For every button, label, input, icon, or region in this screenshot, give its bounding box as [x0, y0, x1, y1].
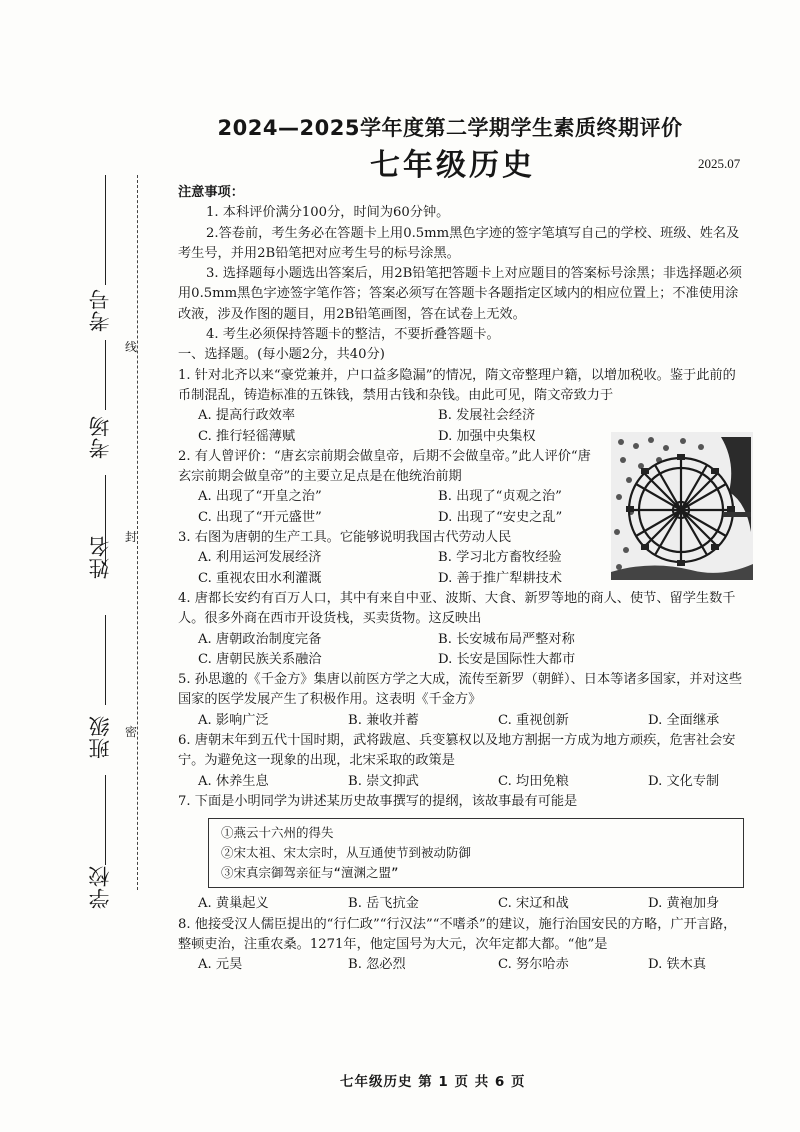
option-a: A. 休养生息 [198, 773, 269, 789]
notice-item: 2.答卷前，考生务必在答题卡上用0.5mm黑色字迹的签字笔填写自己的学校、班级、姓名及考生号，并用2B铅笔把对应考生号的标号涂黑。 [178, 225, 740, 261]
question-stem: 3. 右图为唐朝的生产工具。它能够说明我国古代劳动人民 [178, 530, 512, 546]
field-label-name: 姓名 [88, 535, 112, 579]
field-line-school [105, 775, 106, 865]
option-b: B. 崇文抑武 [348, 773, 419, 789]
option-b: B. 忽必烈 [348, 957, 406, 973]
question-4 [178, 589, 748, 670]
outline-item: ②宋太祖、宋太宗时，从互通使节到被动防御 [221, 845, 472, 861]
question-stem: 4. 唐都长安约有百万人口，其中有来自中亚、波斯、大食、新罗等地的商人、使节、留学生数千人。很多外商在西市开设货栈，买卖货物。这反映出 [178, 590, 736, 627]
option-c: C. 出现了“开元盛世” [198, 509, 322, 525]
question-8 [178, 915, 748, 976]
option-c: C. 重视农田水利灌溉 [198, 570, 322, 586]
option-d: D. 文化专制 [648, 773, 720, 789]
option-b: B. 发展社会经济 [438, 408, 536, 424]
cut-mark-secret: 密 [125, 725, 138, 739]
option-d: D. 黄袍加身 [648, 896, 720, 912]
option-c: C. 均田免粮 [498, 773, 569, 789]
option-a: A. 提高行政效率 [198, 408, 296, 424]
field-label-exam-no: 考号 [88, 288, 112, 332]
binding-dashed-line [137, 175, 138, 890]
question-stem: 5. 孙思邈的《千金方》集唐以前医方学之大成，流传至新罗（朝鲜）、日本等诸多国家，并对这些国家的医学发展产生了积极作用。这表明《千金方》 [178, 672, 743, 708]
question-7 [178, 792, 748, 915]
option-b: B. 岳飞抗金 [348, 896, 419, 912]
option-c: C. 唐朝民族关系融洽 [198, 651, 322, 667]
cut-mark-seal: 封 [125, 530, 138, 544]
option-c: C. 努尔哈赤 [498, 957, 569, 973]
option-d: D. 长安是国际性大都市 [438, 651, 576, 667]
option-d: D. 出现了“安史之乱” [438, 509, 563, 525]
question-1 [178, 366, 748, 447]
option-c: C. 重视创新 [498, 712, 569, 728]
question-stem: 7. 下面是小明同学为讲述某历史故事撰写的提纲，该故事最有可能是 [178, 793, 578, 809]
notice-item: 3. 选择题每小题选出答案后，用2B铅笔把答题卡上对应题目的答案标号涂黑；非选择题必须用0.5mm黑色字迹签字笔作答；答案必须写在答题卡各题指定区域内的相应位置上；不准使用涂改液，涉及作图的题目，用2B铅笔画图，答在试卷上无效。 [178, 266, 742, 322]
exam-subject: 七年级历史 [370, 148, 535, 183]
cut-mark-line: 线 [125, 340, 138, 354]
option-d: D. 善于推广犁耕技术 [438, 570, 562, 586]
option-a: A. 利用运河发展经济 [198, 550, 322, 566]
field-label-room: 考场 [88, 415, 112, 459]
notice-item: 4. 考生必须保持答题卡的整洁，不要折叠答题卡。 [206, 327, 500, 343]
story-outline-box [208, 818, 744, 888]
exam-content [178, 183, 748, 975]
field-label-class: 班级 [88, 715, 112, 759]
exam-title: 2024—2025学年度第二学期学生素质终期评价 [217, 116, 683, 140]
option-c: C. 推行轻徭薄赋 [198, 428, 296, 444]
page-footer: 七年级历史 第 1 页 共 6 页 [340, 1074, 526, 1090]
option-b: B. 长安城布局严整对称 [438, 631, 575, 647]
section-heading: 一、选择题。(每小题2分，共40分) [178, 347, 385, 363]
field-line-class [105, 615, 106, 705]
question-3 [178, 528, 748, 589]
field-label-school: 学校 [88, 865, 112, 909]
question-6 [178, 731, 748, 792]
outline-item: ①燕云十六州的得失 [221, 825, 334, 841]
option-a: A. 唐朝政治制度完备 [198, 631, 322, 647]
field-line-room [105, 340, 106, 410]
question-stem: 6. 唐朝末年到五代十国时期，武将跋扈、兵变篡权以及地方割据一方成为地方顽疾，危害社会安宁。为避免这一现象的出现，北宋采取的政策是 [178, 733, 736, 769]
question-2 [178, 447, 748, 528]
option-d: D. 加强中央集权 [438, 428, 536, 444]
exam-date: 2025.07 [698, 156, 741, 171]
option-d: D. 全面继承 [648, 712, 720, 728]
notice-heading: 注意事项： [178, 185, 244, 200]
option-a: A. 出现了“开皇之治” [198, 489, 322, 505]
question-stem: 8. 他接受汉人儒臣提出的“行仁政”“行汉法”“不嗜杀”的建议，施行治国安民的方略，广开言路，整顿吏治，注重农桑。1271年，他定国号为大元，次年定都大都。“他”是 [178, 916, 737, 952]
notice-item: 1. 本科评价满分100分，时间为60分钟。 [206, 205, 450, 221]
option-b: B. 兼收并蓄 [348, 712, 419, 728]
option-c: C. 宋辽和战 [498, 896, 569, 912]
option-a: A. 元昊 [198, 957, 243, 973]
option-a: A. 影响广泛 [198, 712, 269, 728]
field-line-exam-no [105, 175, 106, 285]
question-stem: 1. 针对北齐以来“豪党兼并，户口益多隐漏”的情况，隋文帝整理户籍，以增加税收。鉴于此前的币制混乱，铸造标准的五铢钱，禁用古钱和杂钱。由此可见，隋文帝致力于 [178, 367, 736, 403]
option-b: B. 学习北方畜牧经验 [438, 550, 562, 566]
option-a: A. 黄巢起义 [198, 896, 269, 912]
outline-item: ③宋真宗御驾亲征与“澶渊之盟” [221, 865, 399, 881]
question-stem: 2. 有人曾评价：“唐玄宗前期会做皇帝，后期不会做皇帝。”此人评价“唐玄宗前期会做皇帝”的主要立足点是在他统治前期 [178, 448, 591, 485]
question-5 [178, 670, 748, 731]
option-b: B. 出现了“贞观之治” [438, 489, 562, 505]
option-d: D. 铁木真 [648, 957, 707, 973]
